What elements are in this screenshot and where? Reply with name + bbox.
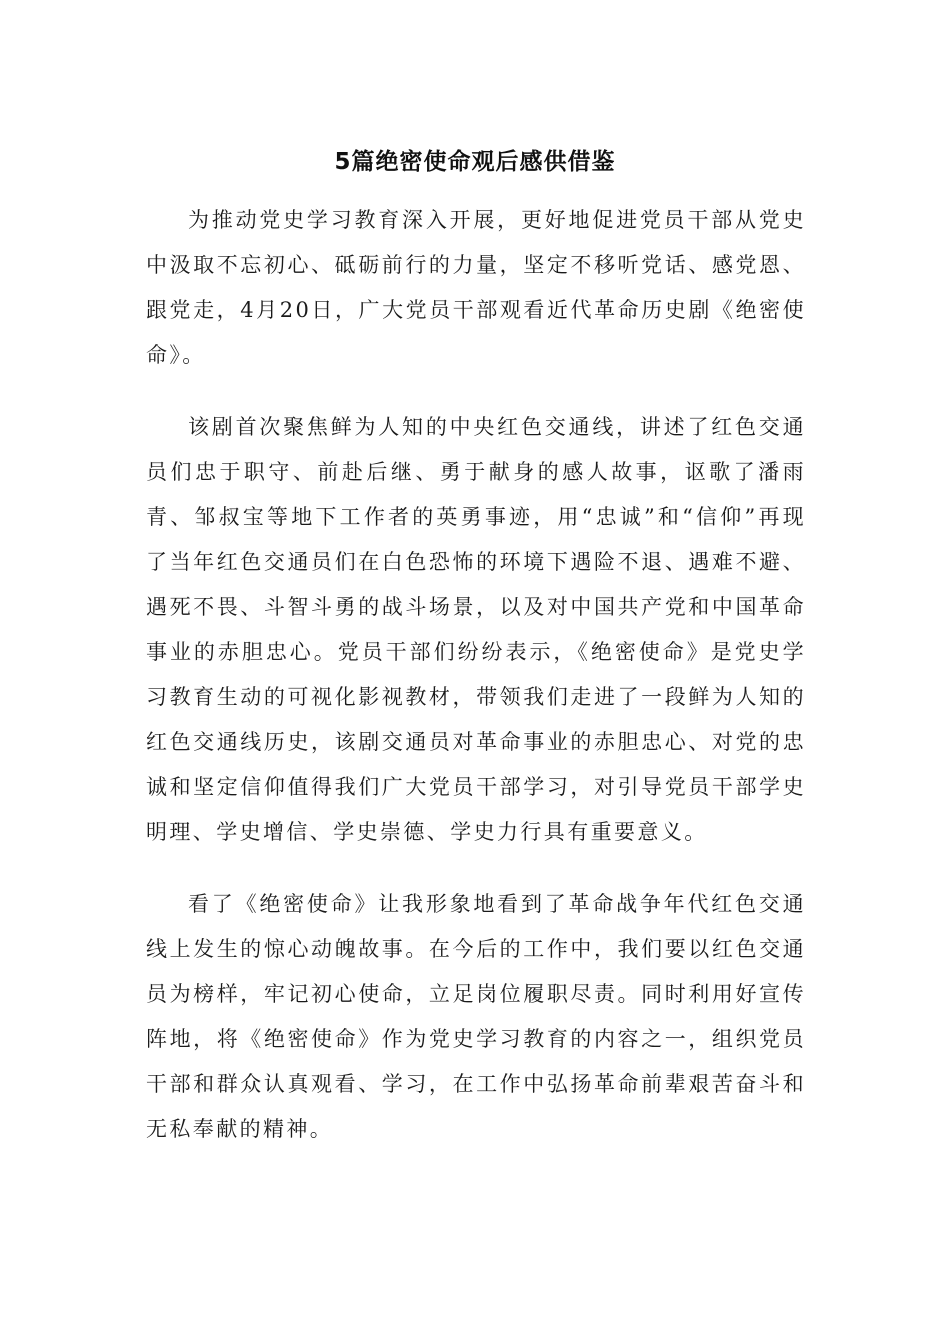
paragraph-3: 看了《绝密使命》让我形象地看到了革命战争年代红色交通线上发生的惊心动魄故事。在今后的工作中，我们要以红色交通员为榜样，牢记初心使命，立足岗位履职尽责。同时利用好宣传阵地，将《绝密使命》作为党史学习教育的内容之一，组织党员干部和群众认真观看、学习，在工作中弘扬革命前辈艰苦奋斗和无私奉献的精神。 [146,892,806,1141]
paragraph-1: 为推动党史学习教育深入开展，更好地促进党员干部从党史中汲取不忘初心、砥砺前行的力量，坚定不移听党话、感党恩、跟党走，4月20日，广大党员干部观看近代革命历史剧《绝密使命》。 [146,208,806,367]
document-body [146,198,806,1179]
paragraph-2: 该剧首次聚焦鲜为人知的中央红色交通线，讲述了红色交通员们忠于职守、前赴后继、勇于献身的感人故事，讴歌了潘雨青、邹叔宝等地下工作者的英勇事迹，用“忠诚”和“信仰”再现了当年红色交通员们在白色恐怖的环境下遇险不退、遇难不避、遇死不畏、斗智斗勇的战斗场景，以及对中国共产党和中国革命事业的赤胆忠心。党员干部们纷纷表示，《绝密使命》是党史学习教育生动的可视化影视教材，带领我们走进了一段鲜为人知的红色交通线历史，该剧交通员对革命事业的赤胆忠心、对党的忠诚和坚定信仰值得我们广大党员干部学习，对引导党员干部学史明理、学史增信、学史崇德、学史力行具有重要意义。 [146,415,806,844]
document-title: 5篇绝密使命观后感供借鉴 [334,149,616,175]
